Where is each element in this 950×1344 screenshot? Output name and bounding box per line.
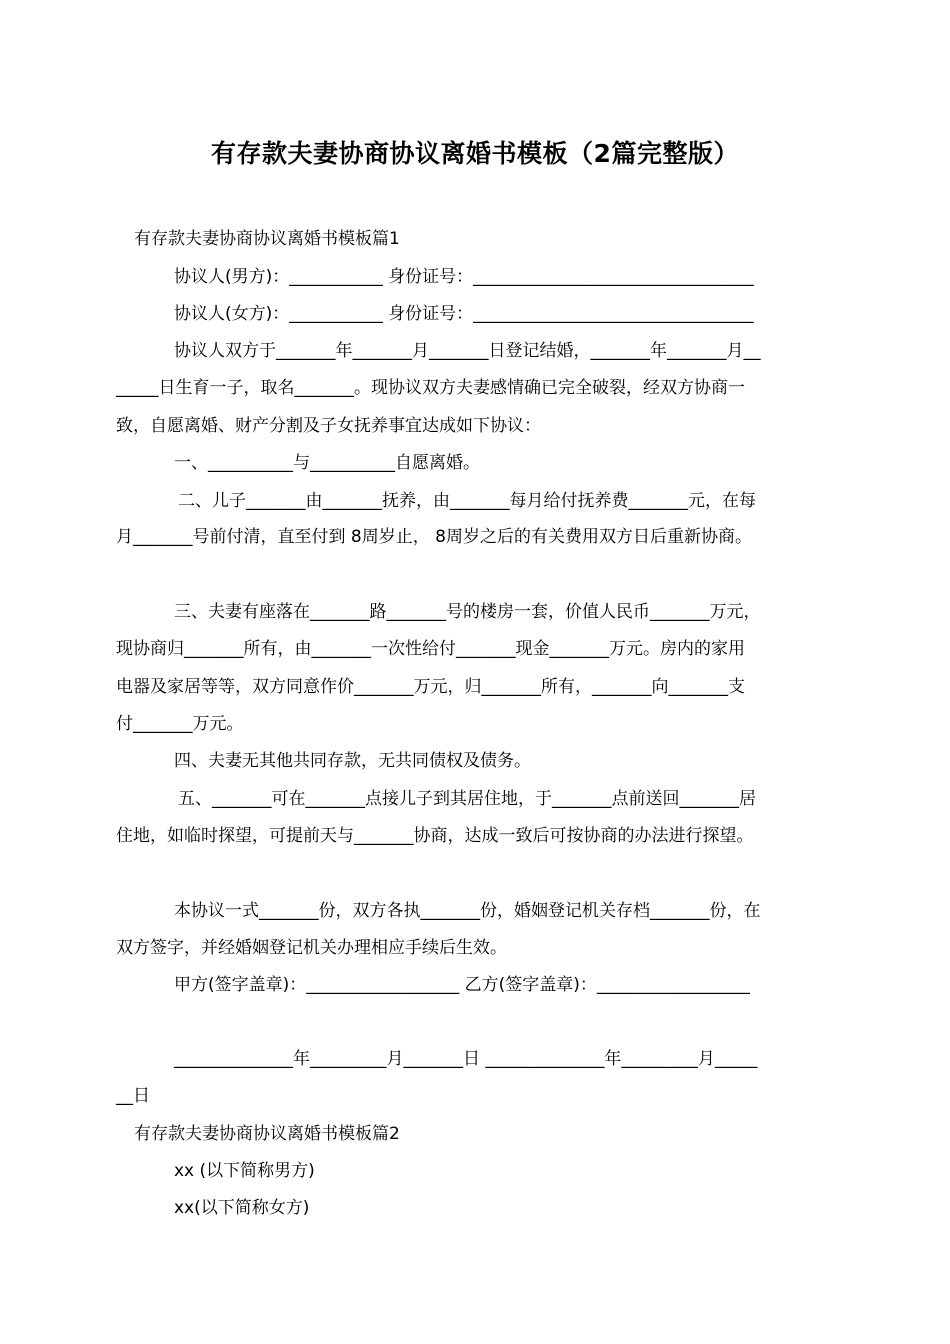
- signature-line: 甲方(签字盖章)：__________________ 乙方(签字盖章)：__________________: [174, 975, 750, 995]
- clause-4: 四、夫妻无其他共同存款，无共同债权及债务。: [174, 751, 531, 771]
- clause-3: 三、夫妻有座落在_______路_______号的楼房一套，价值人民币_______万元，: [174, 602, 761, 622]
- female-party-name: xx(以下简称女方): [174, 1198, 310, 1218]
- section-heading-2: 有存款夫妻协商协议离婚书模板篇2: [134, 1124, 400, 1144]
- date-line: ______________年_________月_______日 ______________年_________月_____: [174, 1049, 758, 1069]
- clause-1: 一、__________与__________自愿离婚。: [174, 453, 480, 473]
- paragraph-line: _____日生育一子，取名_______。现协议双方夫妻感情确已完全破裂，经双方协商一: [116, 378, 745, 398]
- paragraph-line: 协议人双方于_______年_______月_______日登记结婚，_______年_______月__: [174, 341, 761, 361]
- paragraph-line: 付_______万元。: [116, 714, 244, 734]
- male-party-line: 协议人(男方)：___________ 身份证号：_________________________________: [174, 267, 754, 287]
- copies-clause: 本协议一式_______份，双方各执_______份，婚姻登记机关存档_______份，在: [174, 901, 761, 921]
- section-heading-1: 有存款夫妻协商协议离婚书模板篇1: [134, 229, 400, 249]
- clause-2: 二、儿子_______由_______抚养，由_______每月给付抚养费_______元，在每: [178, 491, 756, 511]
- paragraph-line: 电器及家居等等，双方同意作价_______万元，归_______所有，_______向_______支: [116, 677, 745, 697]
- document-title: 有存款夫妻协商协议离婚书模板（2篇完整版）: [211, 139, 739, 168]
- paragraph-line: 月_______号前付清，直至付到 8周岁止， 8周岁之后的有关费用双方日后重新协商。: [116, 527, 752, 547]
- female-party-line: 协议人(女方)：___________ 身份证号：_________________________________: [174, 304, 754, 324]
- paragraph-line: 双方签字，并经婚姻登记机关办理相应手续后生效。: [116, 938, 507, 958]
- paragraph-line: 住地，如临时探望，可提前天与_______协商，达成一致后可按协商的办法进行探望。: [116, 826, 754, 846]
- paragraph-line: 致，自愿离婚、财产分割及子女抚养事宜达成如下协议：: [116, 416, 541, 436]
- clause-5: 五、_______可在_______点接儿子到其居住地，于_______点前送回_______居: [178, 789, 756, 809]
- male-party-name: xx (以下简称男方): [174, 1161, 315, 1181]
- date-line-end: __日: [116, 1086, 150, 1106]
- paragraph-line: 现协商归_______所有，由_______一次性给付_______现金_______万元。房内的家用: [116, 639, 745, 659]
